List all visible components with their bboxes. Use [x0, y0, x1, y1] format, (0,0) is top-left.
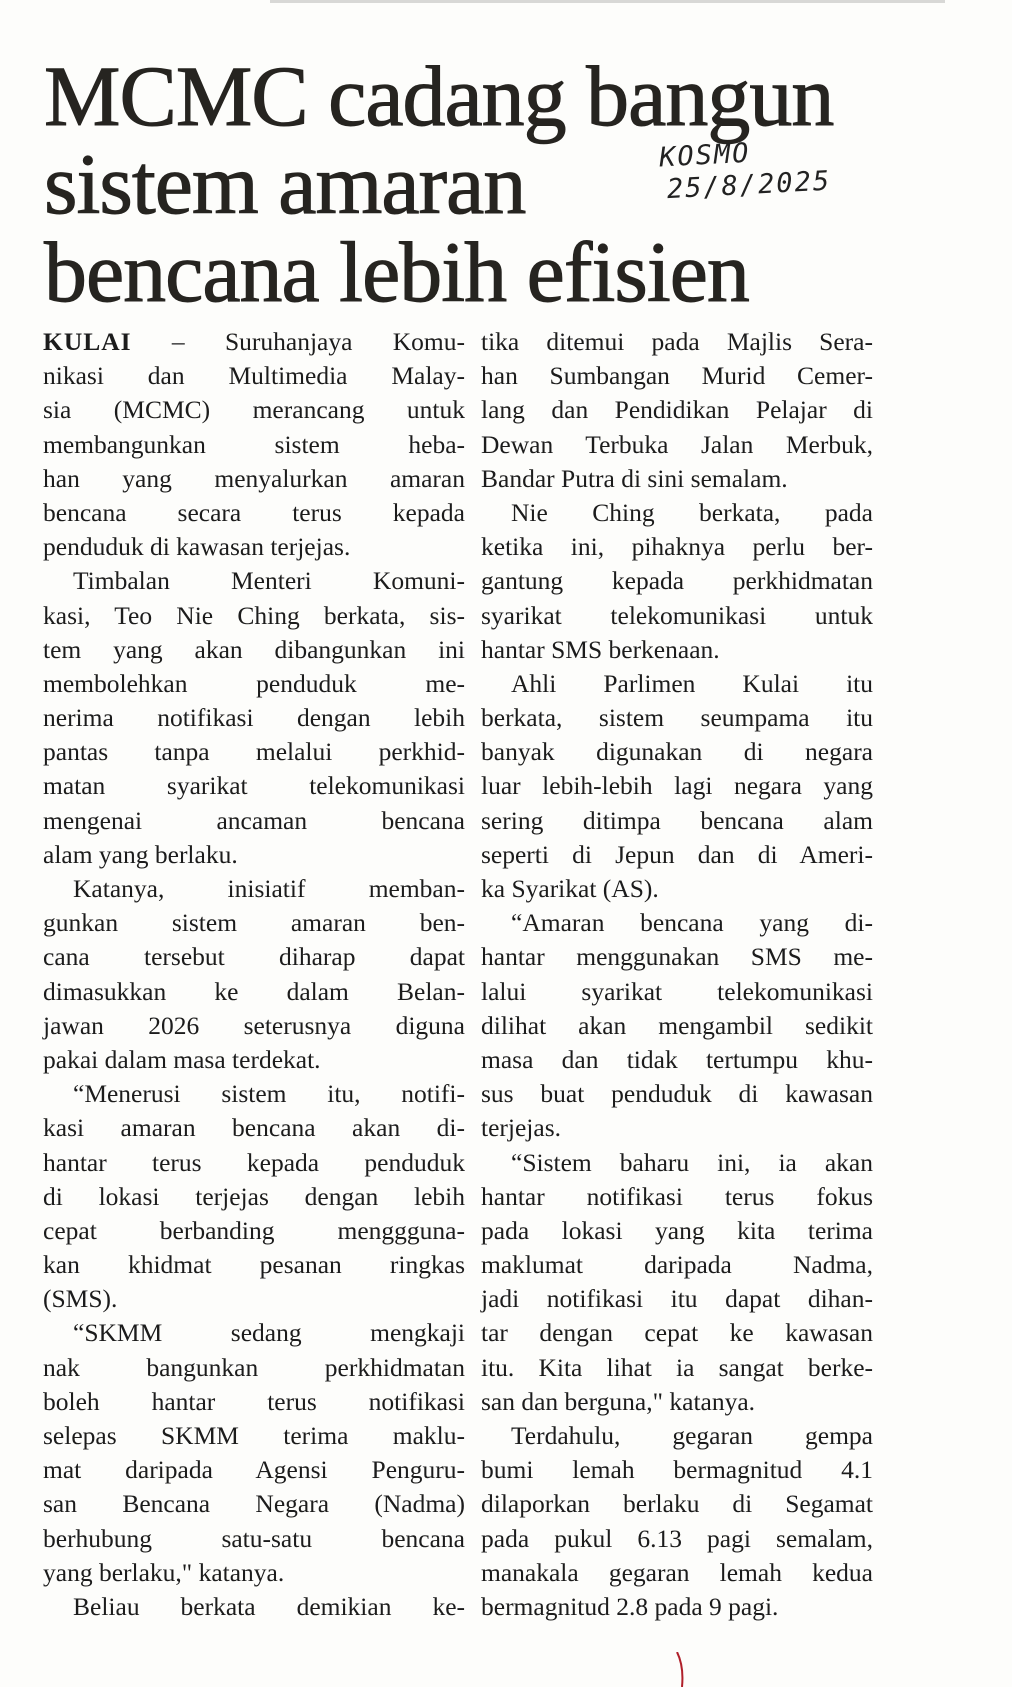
article-line: han yang menyalurkan amaran: [43, 463, 465, 493]
clipping-edge-line: [270, 0, 945, 3]
article-column-1: [43, 325, 465, 1624]
article-line: pada lokasi yang kita terima: [481, 1215, 873, 1245]
article-line: luar lebih-lebih lagi negara yang: [481, 771, 873, 801]
article-line: [43, 325, 465, 359]
article-line: nikasi dan Multimedia Malay-: [43, 361, 465, 391]
article-line: sus buat penduduk di kawasan: [481, 1079, 873, 1109]
article-line: gunkan sistem amaran ben-: [43, 908, 465, 938]
article-line: bencana secara terus kepada: [43, 497, 465, 527]
article-line: dilihat akan mengambil sedikit: [481, 1010, 873, 1040]
article-line: lang dan Pendidikan Pelajar di: [481, 395, 873, 425]
article-line: nerima notifikasi dengan lebih: [43, 703, 465, 733]
article-line: mengenai ancaman bencana: [43, 805, 465, 835]
article-line: “Menerusi sistem itu, notifi-: [73, 1079, 465, 1109]
article-line: kasi, Teo Nie Ching berkata, sis-: [43, 600, 465, 630]
article-line: tem yang akan dibangunkan ini: [43, 634, 465, 664]
article-line: maklumat daripada Nadma,: [481, 1250, 873, 1280]
headline-line: bencana lebih efisien: [44, 224, 749, 320]
article-line: hantar menggunakan SMS me-: [481, 942, 873, 972]
article-line: Beliau berkata demikian ke-: [73, 1591, 465, 1621]
article-line: mat daripada Agensi Penguru-: [43, 1455, 465, 1485]
article-line: nak bangunkan perkhidmatan: [43, 1352, 465, 1382]
article-line: pantas tanpa melalui perkhid-: [43, 737, 465, 767]
article-line: manakala gegaran lemah kedua: [481, 1557, 873, 1587]
article-line: matan syarikat telekomunikasi: [43, 771, 465, 801]
article-line: “SKMM sedang mengkaji: [73, 1318, 465, 1348]
article-line: dimasukkan ke dalam Belan-: [43, 976, 465, 1006]
article-line: masa dan tidak tertumpu khu-: [481, 1044, 873, 1074]
article-line: alam yang berlaku.: [43, 839, 238, 869]
article-line: Dewan Terbuka Jalan Merbuk,: [481, 429, 873, 459]
article-column-2: [481, 325, 873, 1624]
article-line-text: – Suruhanjaya Komu-: [131, 327, 465, 356]
article-line: membangunkan sistem heba-: [43, 429, 465, 459]
article-line: Ahli Parlimen Kulai itu: [511, 668, 873, 698]
article-line: hantar terus kepada penduduk: [43, 1147, 465, 1177]
article-line: hantar notifikasi terus fokus: [481, 1181, 873, 1211]
article-line: tar dengan cepat ke kawasan: [481, 1318, 873, 1348]
article-line: gantung kepada perkhidmatan: [481, 566, 873, 596]
article-line: penduduk di kawasan terjejas.: [43, 532, 351, 562]
article-line: berhubung satu-satu bencana: [43, 1523, 465, 1553]
note-date: 25/8/2025: [666, 165, 832, 206]
article-line: lalui syarikat telekomunikasi: [481, 976, 873, 1006]
article-line: itu. Kita lihat ia sangat berke-: [481, 1352, 873, 1382]
note-source: KOSMO: [658, 137, 752, 174]
article-line: ketika ini, pihaknya perlu ber-: [481, 532, 873, 562]
dateline: KULAI: [43, 327, 132, 356]
article-line: sering ditimpa bencana alam: [481, 805, 873, 835]
article-line: membolehkan penduduk me-: [43, 668, 465, 698]
article-line: bermagnitud 2.8 pada 9 pagi.: [481, 1591, 779, 1621]
article-line: seperti di Jepun dan di Ameri-: [481, 839, 873, 869]
article-line: terjejas.: [481, 1113, 561, 1143]
headline-line: MCMC cadang bangun: [44, 48, 834, 144]
article-line: Katanya, inisiatif memban-: [73, 874, 465, 903]
article-line: Bandar Putra di sini semalam.: [481, 463, 788, 493]
article-line: jawan 2026 seterusnya diguna: [43, 1010, 465, 1040]
article-line: pakai dalam masa terdekat.: [43, 1044, 321, 1074]
headline-line: sistem amaran: [44, 136, 526, 232]
article-line: Nie Ching berkata, pada: [511, 497, 873, 527]
article-line: san dan berguna," katanya.: [481, 1386, 756, 1416]
red-pen-mark: [674, 1652, 688, 1687]
article-line: Terdahulu, gegaran gempa: [511, 1421, 873, 1450]
article-line: di lokasi terjejas dengan lebih: [43, 1181, 465, 1211]
handwritten-source-note: [658, 134, 831, 207]
article-line: kasi amaran bencana akan di-: [43, 1113, 465, 1143]
article-line: sia (MCMC) merancang untuk: [43, 395, 465, 425]
article-line: tika ditemui pada Majlis Sera-: [481, 327, 873, 356]
article-line: han Sumbangan Murid Cemer-: [481, 361, 873, 391]
article-line: syarikat telekomunikasi untuk: [481, 600, 873, 630]
article-line: dilaporkan berlaku di Segamat: [481, 1489, 873, 1519]
article-line: pada pukul 6.13 pagi semalam,: [481, 1523, 873, 1553]
article-line: selepas SKMM terima maklu-: [43, 1421, 465, 1450]
article-line: “Sistem baharu ini, ia akan: [511, 1147, 873, 1177]
article-line: boleh hantar terus notifikasi: [43, 1386, 465, 1416]
article-line: cepat berbanding menggguna-: [43, 1215, 465, 1245]
article-line: yang berlaku," katanya.: [43, 1557, 285, 1587]
article-line: ka Syarikat (AS).: [481, 874, 659, 903]
article-line: kan khidmat pesanan ringkas: [43, 1250, 465, 1280]
article-line: (SMS).: [43, 1284, 118, 1314]
article-line: banyak digunakan di negara: [481, 737, 873, 767]
article-line: cana tersebut diharap dapat: [43, 942, 465, 972]
article-line: san Bencana Negara (Nadma): [43, 1489, 465, 1519]
article-line: jadi notifikasi itu dapat dihan-: [481, 1284, 873, 1314]
article-line: berkata, sistem seumpama itu: [481, 703, 873, 733]
article-line: hantar SMS berkenaan.: [481, 634, 720, 664]
article-line: “Amaran bencana yang di-: [511, 908, 873, 938]
article-line: bumi lemah bermagnitud 4.1: [481, 1455, 873, 1485]
article-line: Timbalan Menteri Komuni-: [73, 566, 465, 596]
